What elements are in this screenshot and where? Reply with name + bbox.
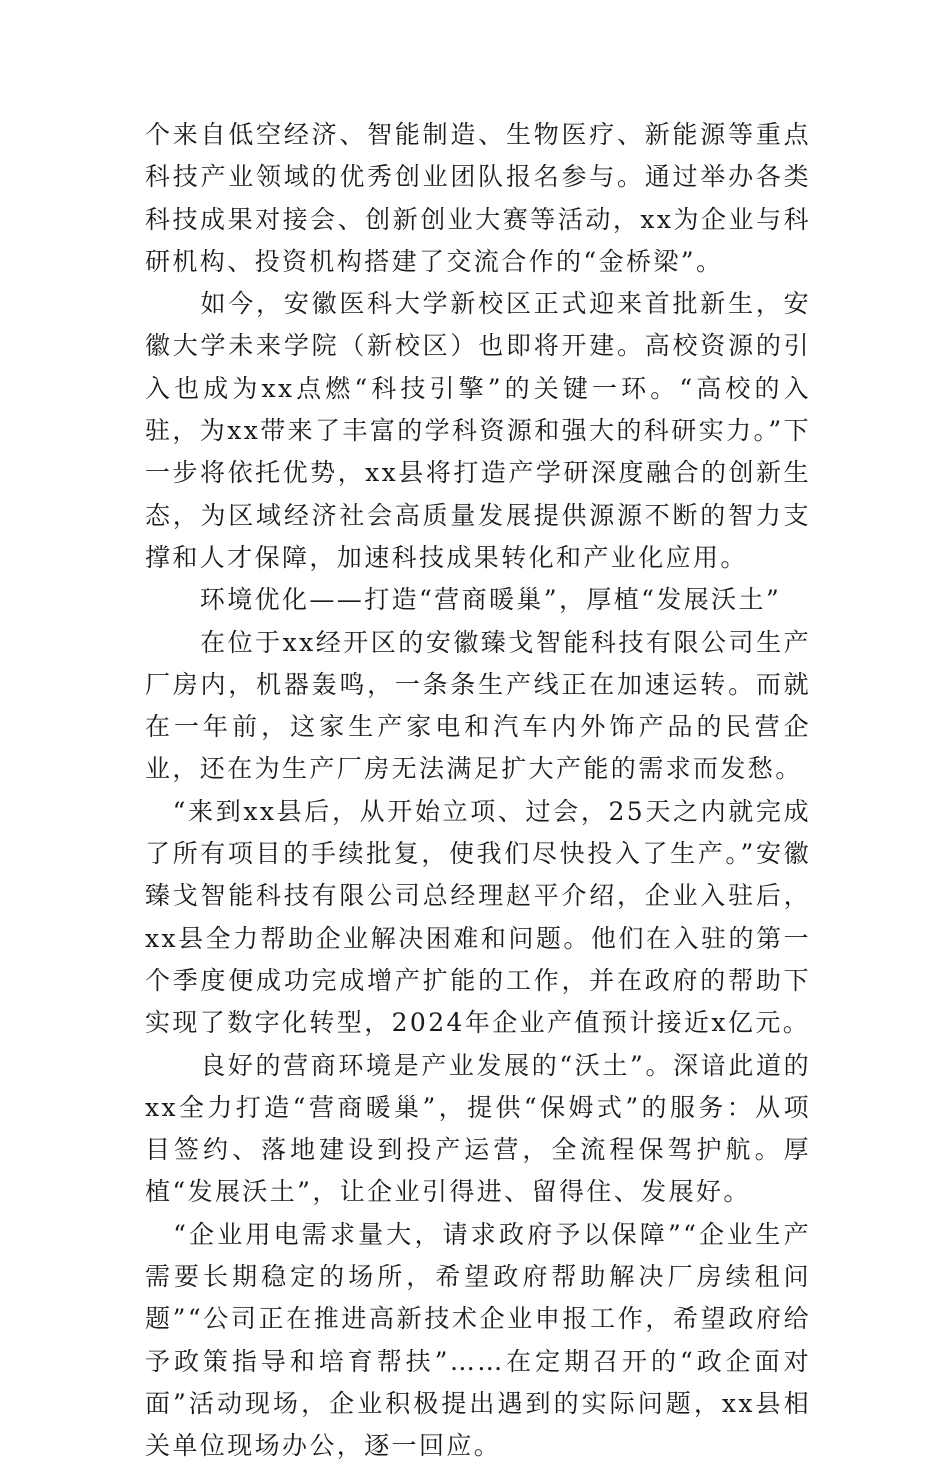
paragraph-business-environment: 良好的营商环境是产业发展的“沃土”。深谙此道的xx全力打造“营商暖巢”，提供“保姆式”的服务：从项目签约、落地建设到投产运营，全流程保驾护航。厚植“发展沃土”，让企业引得进、留得住、发展好。 xyxy=(145,1050,811,1207)
paragraph-quote-manager: “来到xx县后，从开始立项、过会，25天之内就完成了所有项目的手续批复，使我们尽快投入了生产。”安徽臻戈智能科技有限公司总经理赵平介绍，企业入驻后，xx县全力帮助企业解决困难和问题。他们在入驻的第一个季度便成功完成增产扩能的工作，并在政府的帮助下实现了数字化转型，2024年企业产值预计接近x亿元。 xyxy=(145,796,811,1038)
section-heading-environment: 环境优化——打造“营商暖巢”，厚植“发展沃土” xyxy=(145,585,782,615)
document-body xyxy=(145,114,811,1468)
paragraph-enterprise-requests: “企业用电需求量大，请求政府予以保障”“企业生产需要长期稳定的场所，希望政府帮助解决厂房续租问题”“公司正在推进高新技术企业申报工作，希望政府给予政策指导和培育帮扶”……在定期召开的“政企面对面”活动现场，企业积极提出遇到的实际问题，xx县相关单位现场办公，逐一回应。 xyxy=(145,1219,811,1461)
paragraph-university-campus: 如今，安徽医科大学新校区正式迎来首批新生，安徽大学未来学院（新校区）也即将开建。高校资源的引入也成为xx点燃“科技引擎”的关键一环。“高校的入驻，为xx带来了丰富的学科资源和强大的科研实力。”下一步将依托优势，xx县将打造产学研深度融合的创新生态，为区域经济社会高质量发展提供源源不断的智力支撑和人才保障，加速科技成果转化和产业化应用。 xyxy=(145,289,811,572)
paragraph-continuation: 个来自低空经济、智能制造、生物医疗、新能源等重点科技产业领域的优秀创业团队报名参与。通过举办各类科技成果对接会、创新创业大赛等活动，xx为企业与科研机构、投资机构搭建了交流合作的“金桥梁”。 xyxy=(145,120,811,276)
paragraph-factory: 在位于xx经开区的安徽臻戈智能科技有限公司生产厂房内，机器轰鸣，一条条生产线正在加速运转。而就在一年前，这家生产家电和汽车内外饰产品的民营企业，还在为生产厂房无法满足扩大产能的需求而发愁。 xyxy=(145,627,811,784)
